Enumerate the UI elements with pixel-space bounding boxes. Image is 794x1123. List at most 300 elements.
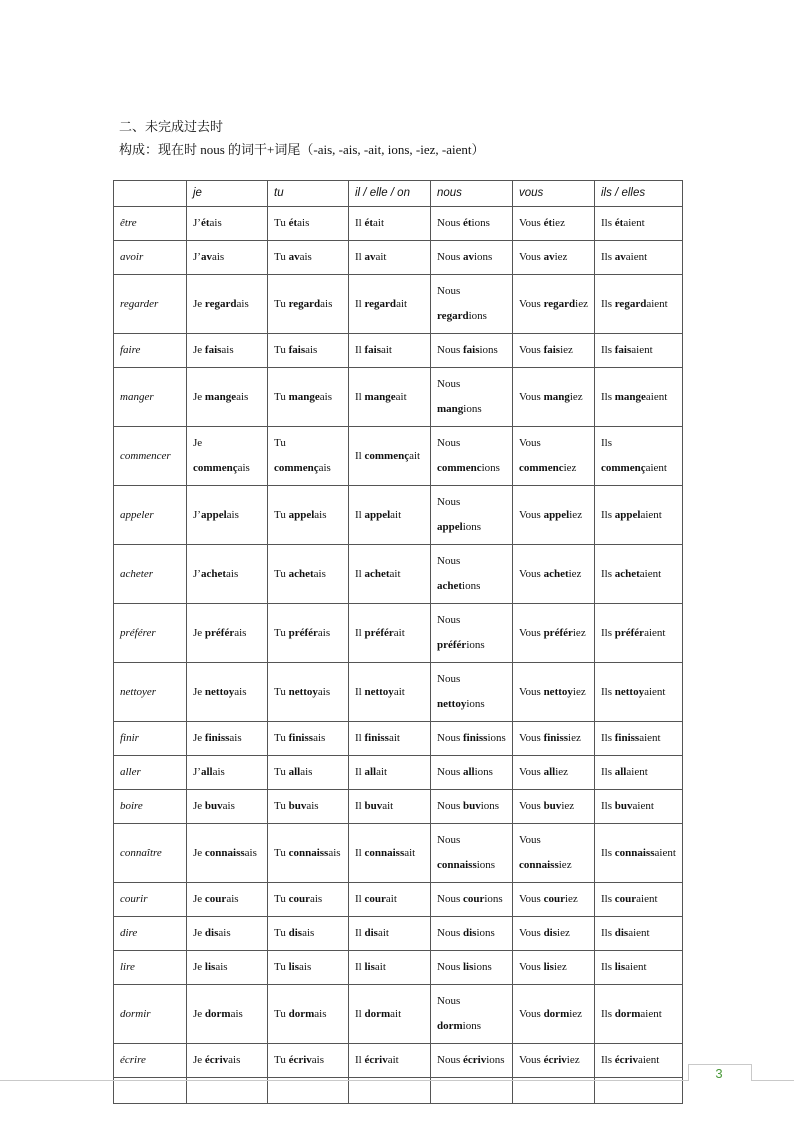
stem: fais xyxy=(288,344,306,356)
ending: ait xyxy=(389,567,401,580)
ending: iez xyxy=(552,217,565,229)
subject-pronoun: Vous xyxy=(519,567,544,580)
conjugation-cell xyxy=(513,604,595,663)
subject-pronoun: Ils xyxy=(601,251,615,263)
ending: ions xyxy=(466,698,485,710)
stem: cour xyxy=(614,893,637,905)
subject-pronoun: Il xyxy=(355,626,365,639)
subject-pronoun: Ils xyxy=(601,927,615,939)
conjugation-cell xyxy=(349,663,431,722)
header-cell: il / elle / on xyxy=(349,181,431,207)
subject-pronoun: Nous xyxy=(437,614,461,626)
verb-infinitive: nettoyer xyxy=(114,663,187,722)
verb-infinitive: être xyxy=(114,207,187,241)
ending: iez xyxy=(568,732,581,744)
subject-pronoun: Il xyxy=(355,344,365,356)
stem: regard xyxy=(288,297,321,310)
ending: aient xyxy=(636,893,658,905)
stem: dorm xyxy=(437,1020,463,1032)
ending: ais xyxy=(209,217,222,229)
ending: ions xyxy=(480,800,500,812)
table-row xyxy=(114,917,683,951)
subject-pronoun: Nous xyxy=(437,496,461,508)
stem-change: ç xyxy=(232,462,238,474)
stem: dorm xyxy=(288,1007,315,1020)
conjugation-cell xyxy=(431,604,513,663)
subject-pronoun: Ils xyxy=(601,567,615,580)
subject-pronoun: Ils xyxy=(601,685,615,698)
stem: commen xyxy=(274,462,314,474)
stem: nettoy xyxy=(437,698,467,710)
stem: écriv xyxy=(204,1054,229,1066)
conjugation-cell xyxy=(349,207,431,241)
stem: écriv xyxy=(364,1054,388,1066)
stem-change: e xyxy=(390,390,396,403)
conjugation-cell xyxy=(187,756,268,790)
subject-pronoun: Tu xyxy=(274,846,289,859)
subject-pronoun: Ils xyxy=(601,1007,615,1020)
stem: commen xyxy=(193,462,233,474)
stem: appel xyxy=(437,521,463,533)
ending: ais xyxy=(236,297,249,310)
conjugation-cell xyxy=(513,1044,595,1078)
subject-pronoun: Je xyxy=(193,344,205,356)
verb-infinitive: dire xyxy=(114,917,187,951)
conjugation-cell xyxy=(268,486,349,545)
ending: ions xyxy=(476,927,495,939)
stem: commen xyxy=(601,462,641,474)
header-cell: vous xyxy=(513,181,595,207)
conjugation-cell xyxy=(187,427,268,486)
header-cell: ils / elles xyxy=(595,181,683,207)
table-row xyxy=(114,951,683,985)
ending: ions xyxy=(487,732,506,744)
conjugation-cell xyxy=(595,545,683,604)
stem: écriv xyxy=(543,1054,567,1066)
table-row xyxy=(114,883,683,917)
conjugation-cell xyxy=(431,985,513,1044)
stem: connaiss xyxy=(614,846,655,859)
subject-pronoun: Nous xyxy=(437,378,461,390)
ending: aient xyxy=(644,685,666,698)
subject-pronoun: Il xyxy=(355,1007,365,1020)
verb-infinitive: boire xyxy=(114,790,187,824)
stem: t xyxy=(619,217,624,229)
stem: mang xyxy=(614,390,642,403)
conjugation-cell xyxy=(268,545,349,604)
verb-infinitive: dormir xyxy=(114,985,187,1044)
conjugation-cell xyxy=(268,334,349,368)
ending: iez xyxy=(569,1007,583,1020)
subject-pronoun: Nous xyxy=(437,555,461,567)
conjugation-cell xyxy=(513,722,595,756)
stem: av xyxy=(543,251,555,263)
ending: ais xyxy=(299,251,312,263)
subject-pronoun: Vous xyxy=(519,800,544,812)
subject-pronoun: Nous xyxy=(437,217,463,229)
subject-pronoun: Il xyxy=(355,766,365,778)
conjugation-cell xyxy=(595,663,683,722)
stem-change: e xyxy=(641,390,646,403)
ending: ais xyxy=(297,217,310,229)
conjugation-cell xyxy=(431,368,513,427)
conjugation-cell xyxy=(187,368,268,427)
conjugation-cell xyxy=(349,917,431,951)
conjugation-cell xyxy=(431,207,513,241)
subject-pronoun: Nous xyxy=(437,927,463,939)
stem: appel xyxy=(288,508,315,521)
subject-pronoun: Ils xyxy=(601,961,615,973)
subject-pronoun: Je xyxy=(193,1007,205,1020)
subject-pronoun: Tu xyxy=(274,390,289,403)
subject-pronoun: Vous xyxy=(519,626,544,639)
subject-pronoun: J’ xyxy=(193,251,201,263)
ending: iez xyxy=(564,893,578,905)
conjugation-cell xyxy=(187,604,268,663)
verb-infinitive: faire xyxy=(114,334,187,368)
stem: av xyxy=(462,251,474,263)
ending: iez xyxy=(572,626,586,639)
ending: ions xyxy=(484,893,503,905)
stem: commenc xyxy=(519,462,564,474)
ending: ais xyxy=(211,251,225,263)
empty-cell xyxy=(595,1078,683,1104)
conjugation-cell xyxy=(595,207,683,241)
conjugation-cell xyxy=(268,368,349,427)
stem: regard xyxy=(204,297,237,310)
stem: fais xyxy=(364,344,381,356)
stem: connaiss xyxy=(519,859,559,871)
subject-pronoun: Il xyxy=(355,508,365,521)
stem: dorm xyxy=(364,1007,391,1020)
conjugation-cell xyxy=(595,883,683,917)
subject-pronoun: Tu xyxy=(274,893,289,905)
ending: ait xyxy=(376,766,388,778)
conjugation-cell xyxy=(349,427,431,486)
conjugation-cell xyxy=(349,241,431,275)
subject-pronoun: Vous xyxy=(519,437,541,449)
ending: ais xyxy=(317,626,331,639)
conjugation-cell xyxy=(513,486,595,545)
subject-pronoun: Tu xyxy=(274,344,289,356)
ending: aient xyxy=(645,390,668,403)
conjugation-cell xyxy=(268,883,349,917)
stem: appel xyxy=(543,508,570,521)
conjugation-cell xyxy=(431,241,513,275)
stem: achet xyxy=(288,567,314,580)
ending: aient xyxy=(639,732,661,744)
stem: t xyxy=(467,217,472,229)
subject-pronoun: J’ xyxy=(193,766,201,778)
subject-pronoun: Il xyxy=(355,567,365,580)
subject-pronoun: Nous xyxy=(437,1054,463,1066)
subject-pronoun: Tu xyxy=(274,766,289,778)
conjugation-cell xyxy=(595,951,683,985)
stem: écriv xyxy=(288,1054,312,1066)
table-row xyxy=(114,604,683,663)
ending: aient xyxy=(654,846,676,859)
stem: av xyxy=(288,251,300,263)
stem: connaiss xyxy=(437,859,477,871)
stem: connaiss xyxy=(288,846,329,859)
ending: aient xyxy=(625,961,647,973)
ending: ions xyxy=(474,766,493,778)
table-body xyxy=(114,207,683,1104)
stem-accent: é xyxy=(200,217,206,229)
conjugation-cell xyxy=(513,275,595,334)
conjugation-cell xyxy=(268,207,349,241)
ending: iez xyxy=(555,766,569,778)
conjugation-cell xyxy=(349,545,431,604)
conjugation-cell xyxy=(187,207,268,241)
ending: ions xyxy=(462,1020,482,1032)
ending: ait xyxy=(385,893,397,905)
conjugation-cell xyxy=(431,486,513,545)
subject-pronoun: Je xyxy=(193,626,205,639)
stem: préfér xyxy=(614,626,645,639)
conjugation-cell xyxy=(268,824,349,883)
stem: t xyxy=(548,217,553,229)
stem: buv xyxy=(614,800,633,812)
stem: appel xyxy=(200,508,227,521)
conjugation-cell xyxy=(268,663,349,722)
table-row xyxy=(114,241,683,275)
stem: dorm xyxy=(543,1007,570,1020)
verb-infinitive: lire xyxy=(114,951,187,985)
stem: buv xyxy=(543,800,562,812)
ending: iez xyxy=(554,251,568,263)
subject-pronoun: Tu xyxy=(274,961,289,973)
ending: ions xyxy=(479,344,498,356)
ending: ais xyxy=(299,961,312,973)
header-cell: nous xyxy=(431,181,513,207)
stem: nettoy xyxy=(204,685,235,698)
subject-pronoun: Ils xyxy=(601,508,615,521)
ending: aient xyxy=(644,626,666,639)
conjugation-cell xyxy=(595,486,683,545)
ending: ions xyxy=(473,961,492,973)
ending: ions xyxy=(462,580,481,592)
conjugation-cell xyxy=(431,275,513,334)
subject-pronoun: Nous xyxy=(437,893,463,905)
ending: ions xyxy=(481,462,500,474)
conjugation-cell xyxy=(513,985,595,1044)
conjugation-cell xyxy=(187,824,268,883)
stem: mang xyxy=(437,403,464,415)
stem: mang xyxy=(364,390,391,403)
subject-pronoun: Je xyxy=(193,732,205,744)
ending: iez xyxy=(566,1054,580,1066)
stem: regard xyxy=(543,297,576,310)
subject-pronoun: Il xyxy=(355,927,365,939)
subject-pronoun: Il xyxy=(355,390,365,403)
ending: ait xyxy=(373,217,385,229)
verb-infinitive: commencer xyxy=(114,427,187,486)
ending: ions xyxy=(466,639,485,651)
subject-pronoun: Je xyxy=(193,1054,205,1066)
stem: mang xyxy=(288,390,315,403)
stem: buv xyxy=(204,800,223,812)
conjugation-cell xyxy=(268,275,349,334)
conjugation-cell xyxy=(187,241,268,275)
stem: finiss xyxy=(462,732,488,744)
stem: cour xyxy=(288,893,310,905)
subject-pronoun: Je xyxy=(193,800,205,812)
stem: dis xyxy=(543,927,558,939)
ending: iez xyxy=(569,508,583,521)
subject-pronoun: Tu xyxy=(274,508,289,521)
conjugation-cell xyxy=(431,1044,513,1078)
conjugation-cell xyxy=(268,722,349,756)
ending: ait xyxy=(387,1054,399,1066)
conjugation-cell xyxy=(513,663,595,722)
subject-pronoun: Je xyxy=(193,846,205,859)
table-row xyxy=(114,722,683,756)
subject-pronoun: Il xyxy=(355,217,365,229)
ending: ait xyxy=(382,800,394,812)
stem: all xyxy=(364,766,377,778)
ending: ait xyxy=(404,846,416,859)
ending: aient xyxy=(637,1054,660,1066)
stem: all xyxy=(543,766,556,778)
conjugation-cell xyxy=(431,824,513,883)
stem: commen xyxy=(364,449,405,462)
conjugation-cell xyxy=(595,334,683,368)
conjugation-cell xyxy=(595,368,683,427)
conjugation-cell xyxy=(187,951,268,985)
stem: regard xyxy=(437,310,469,322)
conjugation-cell xyxy=(595,604,683,663)
subject-pronoun: Tu xyxy=(274,251,289,263)
stem: nettoy xyxy=(364,685,394,698)
empty-cell xyxy=(513,1078,595,1104)
ending: ais xyxy=(244,846,257,859)
subject-pronoun: Je xyxy=(193,685,205,698)
ending: ais xyxy=(222,800,235,812)
page-number: 3 xyxy=(715,1066,723,1081)
table-row xyxy=(114,368,683,427)
conjugation-cell xyxy=(431,334,513,368)
verb-infinitive: écrire xyxy=(114,1044,187,1078)
table-row xyxy=(114,1044,683,1078)
ending: ais xyxy=(314,508,327,521)
subject-pronoun: Nous xyxy=(437,800,463,812)
ending: ais xyxy=(226,893,239,905)
verb-infinitive: manger xyxy=(114,368,187,427)
conjugation-cell xyxy=(349,985,431,1044)
stem: préfér xyxy=(543,626,573,639)
stem: nettoy xyxy=(614,685,645,698)
conjugation-cell xyxy=(349,722,431,756)
conjugation-cell xyxy=(349,368,431,427)
ending: iez xyxy=(569,390,583,403)
ending: ais xyxy=(236,390,249,403)
stem: nettoy xyxy=(543,685,573,698)
conjugation-cell xyxy=(349,604,431,663)
conjugation-cell xyxy=(513,545,595,604)
stem-accent: é xyxy=(614,217,620,229)
ending: iez xyxy=(553,961,567,973)
subject-pronoun: Il xyxy=(355,732,365,744)
stem-accent: é xyxy=(364,217,370,229)
subject-pronoun: Tu xyxy=(274,626,289,639)
stem: finiss xyxy=(204,732,230,744)
table-row xyxy=(114,275,683,334)
ending: ait xyxy=(388,732,400,744)
verb-infinitive: regarder xyxy=(114,275,187,334)
stem: fais xyxy=(462,344,480,356)
empty-cell xyxy=(114,1078,187,1104)
ending: ait xyxy=(375,251,387,263)
table-row xyxy=(114,334,683,368)
conjugation-cell xyxy=(349,790,431,824)
subject-pronoun: Vous xyxy=(519,732,544,744)
conjugation-cell xyxy=(349,334,431,368)
subject-pronoun: Nous xyxy=(437,834,461,846)
table-header-row xyxy=(114,181,683,207)
header-cell xyxy=(114,181,187,207)
ending: ait xyxy=(396,297,408,310)
conjugation-cell xyxy=(268,241,349,275)
conjugation-cell xyxy=(513,427,595,486)
ending: ais xyxy=(319,390,332,403)
subject-pronoun: Je xyxy=(193,961,205,973)
ending: aient xyxy=(623,217,645,229)
ending: ais xyxy=(309,893,323,905)
ending: aient xyxy=(640,1007,662,1020)
subject-pronoun: Je xyxy=(193,297,205,310)
subject-pronoun: Il xyxy=(355,846,365,859)
subject-pronoun: Nous xyxy=(437,437,461,449)
conjugation-cell xyxy=(187,1044,268,1078)
table-row xyxy=(114,756,683,790)
table-row xyxy=(114,486,683,545)
conjugation-cell xyxy=(349,883,431,917)
subject-pronoun: Il xyxy=(355,685,365,698)
ending: ais xyxy=(317,685,331,698)
subject-pronoun: Ils xyxy=(601,344,615,356)
stem: all xyxy=(200,766,213,778)
stem: regard xyxy=(614,297,647,310)
subject-pronoun: Je xyxy=(193,893,205,905)
subject-pronoun: Vous xyxy=(519,893,544,905)
stem: appel xyxy=(364,508,391,521)
conjugation-cell xyxy=(268,951,349,985)
conjugation-cell xyxy=(595,1044,683,1078)
conjugation-cell xyxy=(268,790,349,824)
stem: cour xyxy=(543,893,565,905)
conjugation-cell xyxy=(595,275,683,334)
stem: connaiss xyxy=(204,846,245,859)
stem: fais xyxy=(204,344,222,356)
subject-pronoun: Nous xyxy=(437,732,463,744)
subject-pronoun: Ils xyxy=(601,626,615,639)
ending: iez xyxy=(563,462,577,474)
conjugation-cell xyxy=(187,486,268,545)
ending: aient xyxy=(628,927,650,939)
conjugation-cell xyxy=(513,951,595,985)
subject-pronoun: Ils xyxy=(601,297,615,310)
ending: ait xyxy=(390,1007,402,1020)
conjugation-cell xyxy=(187,985,268,1044)
stem-change: e xyxy=(231,390,237,403)
stem: mang xyxy=(204,390,232,403)
verb-infinitive: préférer xyxy=(114,604,187,663)
subject-pronoun: Ils xyxy=(601,1054,615,1066)
subject-pronoun: Ils xyxy=(601,846,615,859)
conjugation-cell xyxy=(431,756,513,790)
table-row xyxy=(114,207,683,241)
